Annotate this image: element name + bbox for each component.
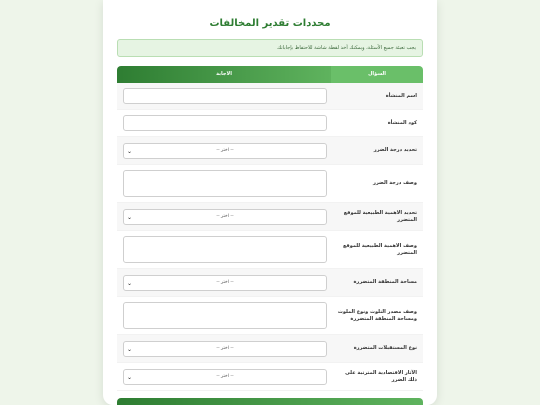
question-label: اسم المنشأة (385, 92, 417, 99)
select-value: -- اختر -- (216, 279, 234, 285)
question-column-header: السؤال (331, 66, 423, 83)
natural-importance-select[interactable] (123, 209, 327, 225)
info-notice: يجب تعبئة جميع الأسئلة، ويمكنك أخذ لقطة شاشة للاحتفاظ بإجاباتك (117, 39, 423, 57)
chevron-down-icon: ⌄ (127, 279, 133, 287)
table-row (117, 335, 423, 363)
table-row (117, 137, 423, 165)
table-row (117, 165, 423, 203)
chevron-down-icon: ⌄ (127, 213, 133, 221)
question-label: وصف الاهمية الطبيعية للموقع المتضرر (343, 242, 417, 256)
question-label: كود المنشأة (387, 119, 417, 126)
page-title: محددات تقدير المخالفات (209, 18, 331, 29)
select-value: -- اختر -- (216, 147, 234, 153)
question-label: الآثار الاقتصادية المترتبة على ذلك الضرر (345, 369, 417, 383)
question-label: مساحة المنطقة المتضررة (353, 279, 417, 285)
chevron-down-icon: ⌄ (127, 373, 133, 381)
natural-importance-textarea[interactable] (123, 236, 327, 263)
table-row (117, 110, 423, 137)
question-label: وصف مصدر التلوث ونوع الملوث ومساحة المنطقة المتضررة (337, 308, 417, 322)
form-rows (117, 83, 423, 391)
damage-degree-textarea[interactable] (123, 170, 327, 197)
facility-code-input[interactable] (123, 115, 327, 131)
table-row (117, 363, 423, 391)
select-value: -- اختر -- (216, 345, 234, 351)
question-label: تحديد الاهمية الطبيعية للموقع المتضرر (343, 209, 417, 223)
form-card (103, 0, 437, 405)
submit-button[interactable] (117, 398, 423, 405)
economic-impact-select[interactable] (123, 369, 327, 385)
select-value: -- اختر -- (216, 373, 234, 379)
table-header (117, 66, 423, 83)
table-row (117, 297, 423, 335)
damage-degree-select[interactable] (123, 143, 327, 159)
question-label: نوع المستقبلات المتضررة (353, 345, 417, 351)
select-value: -- اختر -- (216, 213, 234, 219)
facility-name-input[interactable] (123, 88, 327, 104)
table-row (117, 231, 423, 269)
answer-column-header: الاجابة (117, 66, 331, 83)
question-label: وصف درجة الضرر (373, 180, 417, 186)
affected-area-select[interactable] (123, 275, 327, 291)
receptor-type-select[interactable] (123, 341, 327, 357)
chevron-down-icon: ⌄ (127, 345, 133, 353)
table-row (117, 269, 423, 297)
chevron-down-icon: ⌄ (127, 147, 133, 155)
question-label: تحديد درجة الضرر (373, 147, 417, 153)
pollution-source-textarea[interactable] (123, 302, 327, 329)
table-row (117, 83, 423, 110)
table-row (117, 203, 423, 231)
